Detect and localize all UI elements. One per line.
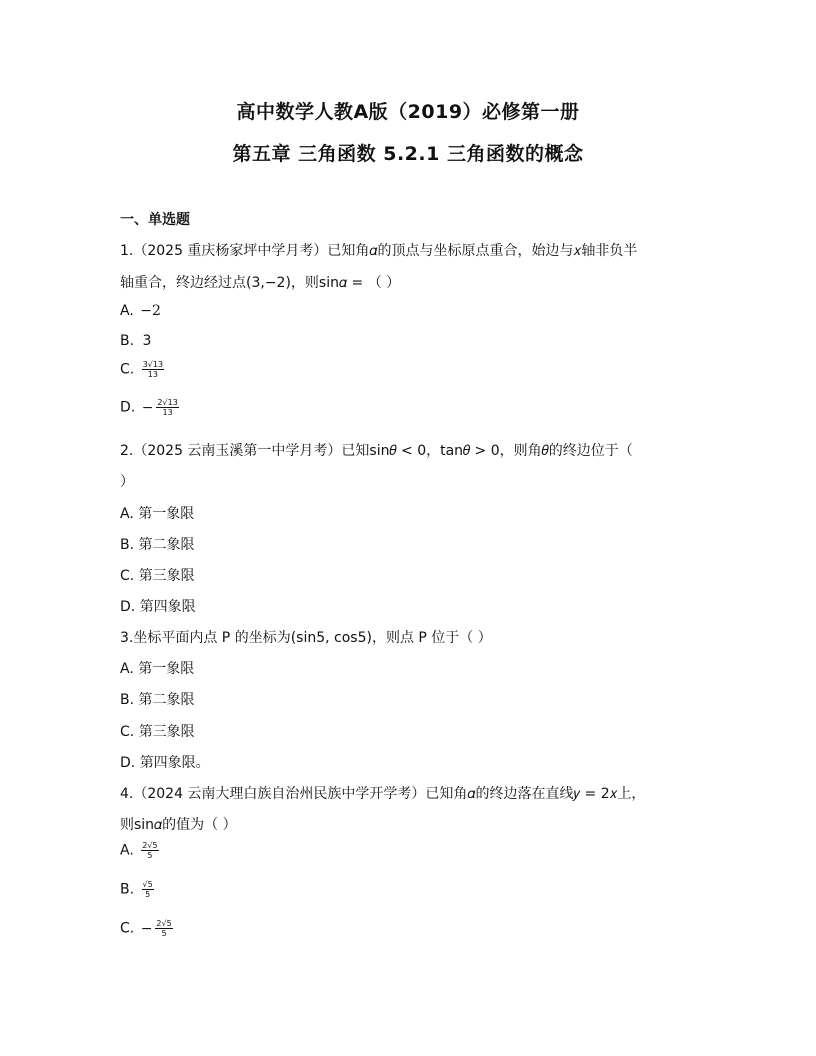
question-3-option-c — [120, 721, 195, 741]
document-title: 高中数学人教A版（2019）必修第一册 — [236, 101, 580, 123]
fraction-numerator: 3√13 — [142, 360, 164, 369]
option-letter: C. — [120, 724, 135, 740]
fraction — [141, 841, 158, 860]
option-text: 第四象限。 — [139, 755, 210, 771]
option-letter: B. — [120, 537, 135, 553]
option-letter: D. — [120, 599, 136, 615]
question-2-option-b — [120, 534, 195, 554]
option-text: 第三象限 — [138, 568, 195, 584]
question-1-option-a — [120, 303, 161, 319]
option-letter: B. — [120, 692, 135, 708]
minus-sign: − — [141, 399, 154, 416]
option-letter: A. — [120, 303, 134, 319]
question-4-option-a — [120, 841, 159, 860]
question-4-line-2: 则sin𝛼的值为（ ） — [120, 817, 237, 833]
question-2-option-d — [120, 596, 196, 616]
fraction — [155, 919, 172, 938]
option-letter: C. — [120, 920, 135, 937]
question-4-option-c — [120, 919, 173, 938]
option-text: 第二象限 — [138, 692, 195, 708]
question-3-option-a — [120, 658, 194, 678]
question-3-line-1: 3.坐标平面内点 P 的坐标为(sin5, cos5)，则点 P 位于（ ） — [120, 630, 492, 646]
option-text: 3 — [142, 333, 152, 349]
fraction — [142, 360, 164, 379]
question-1-option-d — [120, 398, 179, 417]
fraction-denominator: 5 — [147, 851, 153, 860]
fraction-numerator: 2√5 — [156, 919, 172, 928]
option-text: 第一象限 — [138, 506, 195, 522]
fraction-numerator: 2√13 — [157, 398, 178, 407]
question-4-line-1: 4.（2024 云南大理白族自治州民族中学开学考）已知角𝛼的终边落在直线𝑦 = 2𝑥上， — [120, 786, 646, 802]
fraction-denominator: 13 — [162, 408, 173, 417]
option-letter: C. — [120, 568, 135, 584]
question-2-option-c — [120, 565, 195, 585]
option-letter: A. — [120, 842, 134, 859]
fraction — [156, 398, 178, 417]
option-letter: B. — [120, 881, 135, 898]
question-1-line-1: 1.（2025 重庆杨家坪中学月考）已知角𝛼的顶点与坐标原点重合，始边与𝑥轴非负半 — [120, 243, 638, 259]
option-letter: A. — [120, 661, 134, 677]
fraction-denominator: 5 — [161, 929, 167, 938]
question-4-option-b — [120, 880, 154, 899]
question-3-option-d — [120, 752, 210, 772]
question-1-line-2: 轴重合，终边经过点(3,−2)，则sin𝛼 = （ ） — [120, 275, 401, 291]
fraction — [142, 880, 154, 899]
option-text: 第一象限 — [138, 661, 195, 677]
option-letter: D. — [120, 399, 136, 416]
option-text: 第四象限 — [139, 599, 196, 615]
section-heading: 一、单选题 — [120, 212, 190, 228]
fraction-numerator: √5 — [142, 880, 153, 889]
question-3-option-b — [120, 689, 195, 709]
option-text: 第二象限 — [138, 537, 195, 553]
question-2-option-a — [120, 503, 194, 523]
fraction-denominator: 5 — [145, 890, 151, 899]
option-text: −2 — [140, 303, 161, 319]
question-1-option-b — [120, 333, 151, 349]
option-text: 第三象限 — [138, 724, 195, 740]
chapter-title: 第五章 三角函数 5.2.1 三角函数的概念 — [232, 143, 584, 165]
option-letter: D. — [120, 755, 136, 771]
fraction-numerator: 2√5 — [142, 841, 158, 850]
question-1-option-c — [120, 360, 164, 379]
option-letter: A. — [120, 506, 134, 522]
question-2-line-1: 2.（2025 云南玉溪第一中学月考）已知sin𝜃 < 0，tan𝜃 > 0，则角𝜃的终边位于（ — [120, 443, 633, 459]
option-letter: C. — [120, 361, 135, 378]
minus-sign: − — [140, 920, 153, 937]
question-2-line-2: ） — [120, 474, 134, 490]
option-letter: B. — [120, 333, 135, 349]
fraction-denominator: 13 — [147, 370, 158, 379]
